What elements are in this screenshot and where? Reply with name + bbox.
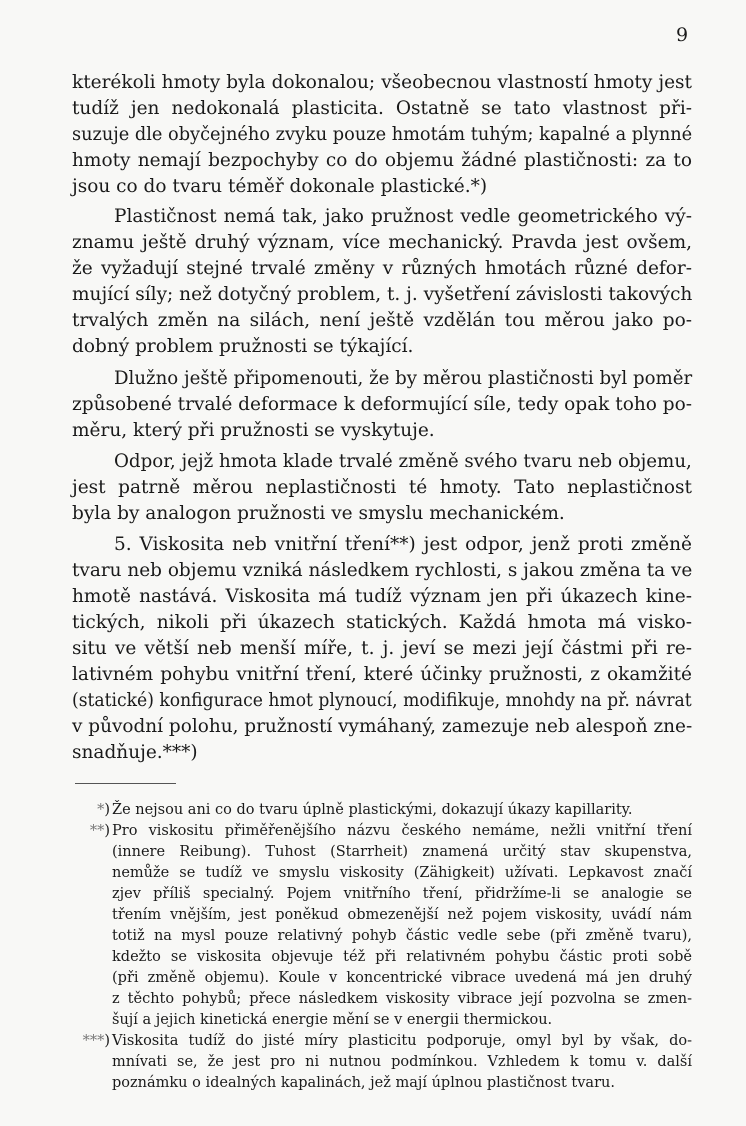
footnote-line: nemůže se tudíž ve smyslu viskosity (Zähigkeit) užívati. Lepkavost značí	[112, 865, 692, 881]
text-line: jsou co do tvaru téměř dokonale plastické.*)	[72, 176, 488, 197]
text-line: jest patrně měrou neplastičnosti té hmoty. Tato neplastičnost	[72, 477, 692, 498]
text-line: (statické) konfigurace hmot plynoucí, modifikuje, mnohdy na př. návrat	[72, 690, 692, 711]
footnote-line: poznámku o idealných kapalinách, jež mají úplnou plastičnost tvaru.	[112, 1075, 615, 1091]
text-line: v původní polohu, pružností vymáhaný, zamezuje neb alespoň zne-	[72, 716, 693, 737]
text-line: 5. Viskosita neb vnitřní tření**) jest odpor, jenž proti změně	[114, 534, 692, 555]
footnote-line: mnívati se, že jest pro ni nutnou podmínkou. Vzhledem k tomu v. další	[112, 1054, 692, 1070]
text-line: Plastičnost nemá tak, jako pružnost vedle geometrického vý-	[114, 206, 692, 227]
text-line: hmoty nemají bezpochyby co do objemu žádné plastičnosti: za to	[72, 150, 692, 171]
text-line: lativném pohybu vnitřní tření, které účinky pružnosti, z okamžité	[72, 664, 692, 685]
text-line: snadňuje.***)	[72, 742, 198, 763]
text-line: dobný problem pružnosti se týkající.	[72, 336, 414, 357]
text-line: mující síly; než dotyčný problem, t. j. vyšetření závislosti takových	[72, 284, 693, 305]
footnote-marker: **)	[89, 823, 110, 839]
footnote-line: zjev příliš specialný. Pojem vnitřního tření, přidržíme-li se analogie se	[112, 886, 692, 902]
text-line: měru, který při pružnosti se vyskytuje.	[72, 420, 435, 441]
page-number: 9	[676, 24, 689, 46]
footnote-line: kdežto se viskosita objevuje též při relativném pohybu částic proti sobě	[112, 949, 692, 965]
footnote-line: šují a jejich kinetická energie mění se v energii thermickou.	[112, 1012, 553, 1028]
footnote-line: z těchto pohybů; přece následkem viskosity vibrace její pozvolna se zmen-	[112, 991, 692, 1007]
footnote-line: Viskosita tudíž do jisté míry plasticitu podporuje, omyl byl by však, do-	[112, 1033, 692, 1049]
text-line: situ ve větší neb menší míře, t. j. jeví se mezi její částmi při re-	[72, 638, 692, 659]
text-line: znamu ještě druhý význam, více mechanický. Pravda jest ovšem,	[72, 232, 692, 253]
text-line: Odpor, jejž hmota klade trvalé změně svého tvaru neb objemu,	[114, 451, 692, 472]
text-line: že vyžadují stejné trvalé změny v různých hmotách různé defor-	[72, 258, 692, 279]
text-line: suzuje dle obyčejného zvyku pouze hmotám tuhým; kapalné a plynné	[72, 124, 693, 145]
text-line: trvalých změn na silách, není ještě vzdělán tou měrou jako po-	[72, 310, 692, 331]
text-line: Dlužno ještě připomenouti, že by měrou plastičnosti byl poměr	[114, 368, 693, 389]
footnote-divider	[75, 783, 176, 784]
footnote-line: Že nejsou ani co do tvaru úplně plastickými, dokazují úkazy kapillarity.	[112, 802, 633, 818]
text-line: hmotě nastává. Viskosita má tudíž význam jen při úkazech kine-	[72, 586, 692, 607]
text-line: tudíž jen nedokonalá plasticita. Ostatně se tato vlastnost při-	[72, 98, 692, 119]
text-line: způsobené trvalé deformace k deformující síle, tedy opak toho po-	[72, 394, 692, 415]
text-line: tických, nikoli při úkazech statických. Každá hmota má visko-	[72, 612, 692, 633]
text-line: kterékoli hmoty byla dokonalou; všeobecnou vlastností hmoty jest	[72, 72, 692, 93]
footnote-line: totiž na mysl pouze relativný pohyb částic vedle sebe (při změně tvaru),	[112, 928, 692, 944]
text-line: tvaru neb objemu vzniká následkem rychlosti, s jakou změna ta ve	[72, 560, 693, 581]
footnote-line: Pro viskositu přiměřenějšího názvu českého nemáme, nežli vnitřní tření	[112, 823, 692, 839]
footnote-line: (innere Reibung). Tuhost (Starrheit) znamená určitý stav skupenstva,	[112, 844, 692, 860]
footnote-line: třením vnějším, jest poněkud obmezenější než pojem viskosity, uvádí nám	[112, 907, 692, 923]
footnote-marker: ***)	[82, 1033, 110, 1049]
footnote-marker: *)	[97, 802, 110, 818]
text-line: byla by analogon pružnosti ve smyslu mechanickém.	[72, 503, 565, 524]
footnote-line: (při změně objemu). Koule v koncentrické vibrace uvedená má jen druhý	[112, 970, 692, 986]
